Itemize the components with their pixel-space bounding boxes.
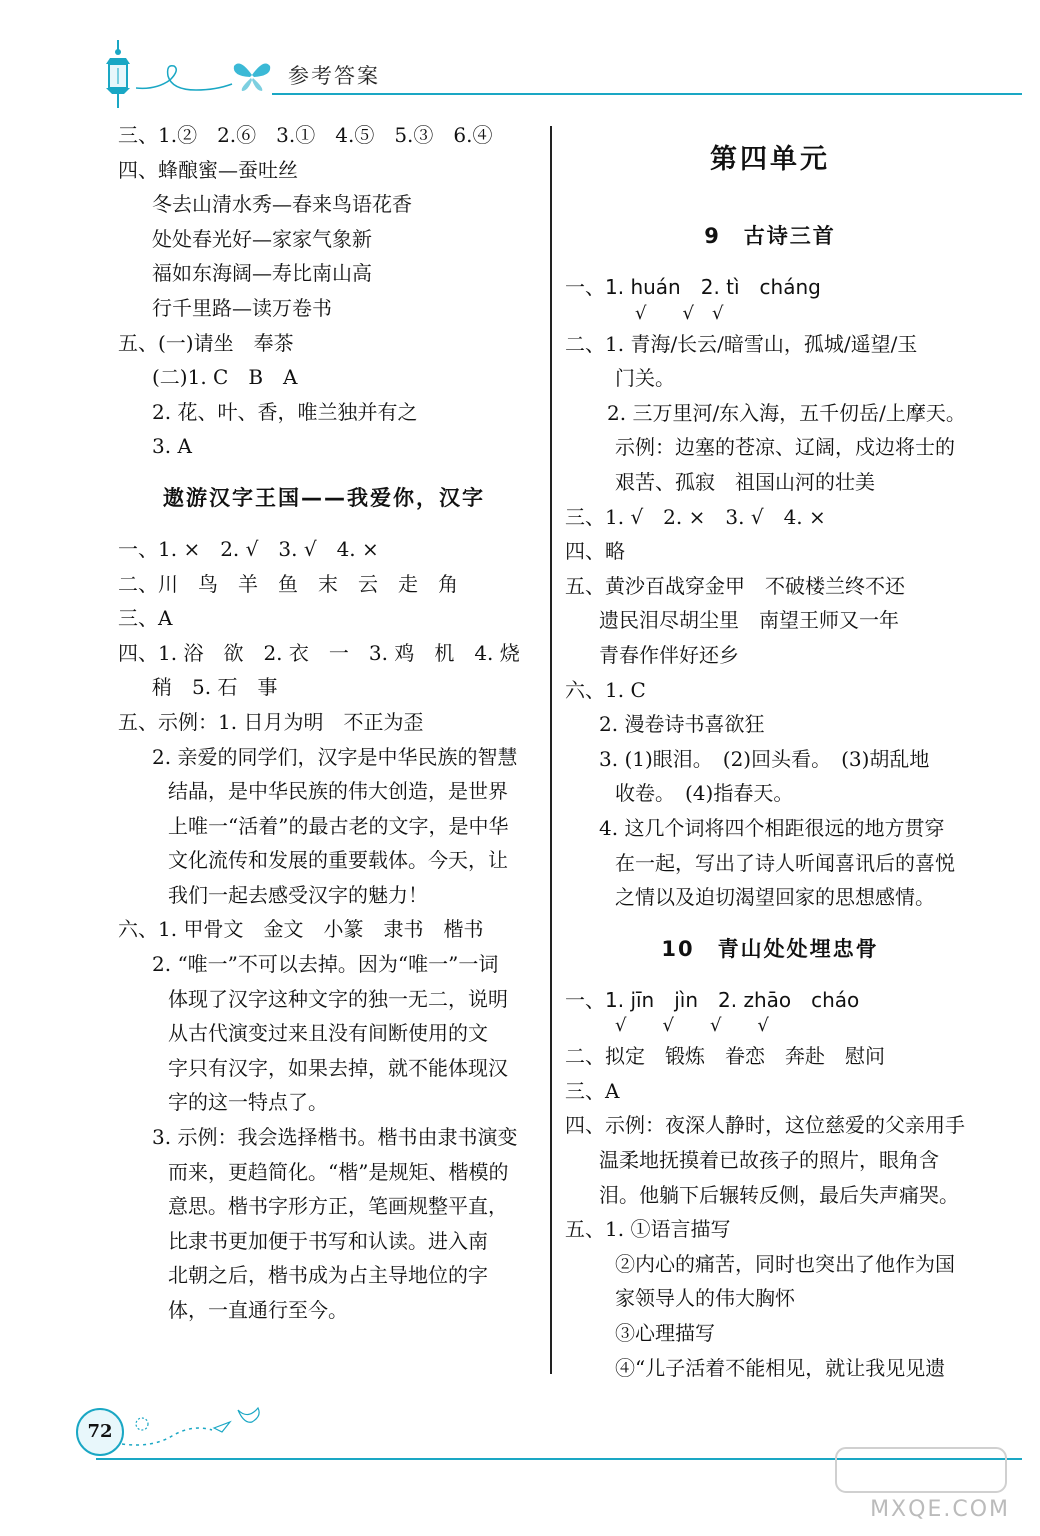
answer-line: ④“儿子活着不能相见，就让我见见遗 <box>615 1355 946 1380</box>
answer-line: 意思。楷书字形方正，笔画规整平直， <box>168 1194 508 1219</box>
answer-line: 冬去山清水秀—春来鸟语花香 <box>152 192 412 217</box>
answer-line: 三、A <box>565 1078 620 1103</box>
lantern-icon <box>98 38 138 128</box>
answer-line: ②内心的痛苦，同时也突出了他作为国 <box>615 1251 955 1276</box>
answer-line: 比隶书更加便于书写和认读。进入南 <box>168 1228 488 1253</box>
answer-line: (二)1. C B A <box>152 365 298 390</box>
section-title: 遨游汉字王国——我爱你，汉字 <box>163 485 485 510</box>
answer-line: 2. 三万里河/东入海，五千仞岳/上摩天。 <box>607 400 966 425</box>
answer-line: 泪。他躺下后辗转反侧，最后失声痛哭。 <box>599 1182 959 1207</box>
answer-line: 六、1. 甲骨文 金文 小篆 隶书 楷书 <box>118 917 484 942</box>
answer-line: 结晶，是中华民族的伟大创造，是世界 <box>168 779 508 804</box>
answer-line: 2. 亲爱的同学们，汉字是中华民族的智慧 <box>152 744 518 769</box>
answer-line: 体现了汉字这种文字的独一无二，说明 <box>168 986 508 1011</box>
answer-line: 行千里路—读万卷书 <box>152 295 332 320</box>
unit-title: 第四单元 <box>710 144 830 175</box>
answer-line: 字只有汉字，如果去掉，就不能体现汉 <box>168 1055 508 1080</box>
answer-line: 3. (1)眼泪。 (2)回头看。 (3)胡乱地 <box>599 746 930 771</box>
answer-line: 二、1. 青海/长云/暗雪山，孤城/遥望/玉 <box>565 331 918 356</box>
answer-line: 北朝之后，楷书成为占主导地位的字 <box>168 1263 488 1288</box>
answer-line: 二、拟定 锻炼 眷恋 奔赴 慰问 <box>565 1044 885 1069</box>
answer-line: 4. 这几个词将四个相距很远的地方贯穿 <box>599 815 945 840</box>
answer-line: 文化流传和发展的重要载体。今天，让 <box>168 848 508 873</box>
answer-line: 处处春光好—家家气象新 <box>152 226 372 251</box>
answer-line: 五、示例：1. 日月为明 不正为歪 <box>118 709 424 734</box>
answer-line: 六、1. C <box>565 677 646 702</box>
answer-line: 三、A <box>118 606 173 631</box>
answer-line: 3. 示例：我会选择楷书。楷书由隶书演变 <box>152 1125 518 1150</box>
answer-line: 门关。 <box>615 366 675 391</box>
header-rule <box>272 93 1022 95</box>
answer-line: 字的这一特点了。 <box>168 1090 328 1115</box>
answer-line: 五、1. ①语言描写 <box>565 1217 731 1242</box>
answer-line: 之情以及迫切渴望回家的思想感情。 <box>615 885 935 910</box>
answer-line: 温柔地抚摸着已故孩子的照片，眼角含 <box>599 1148 939 1173</box>
answer-line: 二、川 鸟 羊 鱼 末 云 走 角 <box>118 571 458 596</box>
answer-line: 艰苦、孤寂 祖国山河的壮美 <box>615 469 875 494</box>
answer-line: 三、1. √ 2. × 3. √ 4. × <box>565 504 826 529</box>
page-number: 72 <box>76 1408 124 1456</box>
answer-line: 上唯一“活着”的最古老的文字，是中华 <box>168 813 509 838</box>
left-column <box>118 118 530 1328</box>
answer-line: 五、(一)请坐 奉茶 <box>118 330 294 355</box>
answer-line: 在一起，写出了诗人听闻喜讯后的喜悦 <box>615 850 955 875</box>
lesson-title: 9 古诗三首 <box>704 224 836 248</box>
answer-line: 三、1.② 2.⑥ 3.① 4.⑤ 5.③ 6.④ <box>118 123 493 147</box>
answer-line: 一、1. × 2. √ 3. √ 4. × <box>118 536 379 561</box>
check-marks-row: √ √ √ √ <box>615 1015 769 1037</box>
answer-line: 家领导人的伟大胸怀 <box>615 1286 795 1311</box>
right-column <box>565 118 975 1385</box>
answer-line: 从古代演变过来且没有间断使用的文 <box>168 1021 488 1046</box>
answer-line: 四、1. 浴 欲 2. 衣 一 3. 鸡 机 4. 烧 <box>118 640 520 665</box>
lesson-title: 10 青山处处埋忠骨 <box>661 936 879 961</box>
answer-line: 青春作伴好还乡 <box>599 642 739 667</box>
answer-line: 收卷。 (4)指春天。 <box>615 781 794 806</box>
header-title: 参考答案 <box>288 64 380 88</box>
answer-line: 而来，更趋简化。“楷”是规矩、楷模的 <box>168 1159 509 1184</box>
answer-line: 遗民泪尽胡尘里 南望王师又一年 <box>599 608 899 633</box>
answer-line: 福如东海阔—寿比南山高 <box>152 261 372 286</box>
answer-line: 四、蜂酿蜜—蚕吐丝 <box>118 157 298 182</box>
column-divider <box>550 126 552 1374</box>
answer-line: 2. “唯一”不可以去掉。因为“唯一”一词 <box>152 952 499 977</box>
watermark-text: MXQE.COM <box>870 1497 1010 1522</box>
check-marks-row: √ √ √ <box>635 302 724 324</box>
page-header <box>0 0 1040 110</box>
answer-line: 2. 花、叶、香，唯兰独并有之 <box>152 399 418 424</box>
butterfly-icon <box>232 58 272 92</box>
answer-line: ③心理描写 <box>615 1321 715 1346</box>
answer-line: 3. A <box>152 434 192 459</box>
answer-line: 示例：边塞的苍凉、辽阔，戍边将士的 <box>615 435 955 460</box>
answer-line: 我们一起去感受汉字的魅力！ <box>168 882 428 907</box>
answer-line: 四、略 <box>565 539 625 564</box>
answer-line: 四、示例：夜深人静时，这位慈爱的父亲用手 <box>565 1113 965 1138</box>
answer-line: 体，一直通行至今。 <box>168 1298 348 1322</box>
answer-line: 2. 漫卷诗书喜欲狂 <box>599 712 765 737</box>
answer-line: 一、1. huán 2. tì cháng <box>565 275 821 299</box>
dotted-trail-bird-icon <box>122 1400 272 1450</box>
answer-line: 一、1. jīn jìn 2. zhāo cháo <box>565 987 860 1012</box>
answer-line: 稍 5. 石 事 <box>152 675 278 700</box>
answer-line: 五、黄沙百战穿金甲 不破楼兰终不还 <box>565 573 905 598</box>
